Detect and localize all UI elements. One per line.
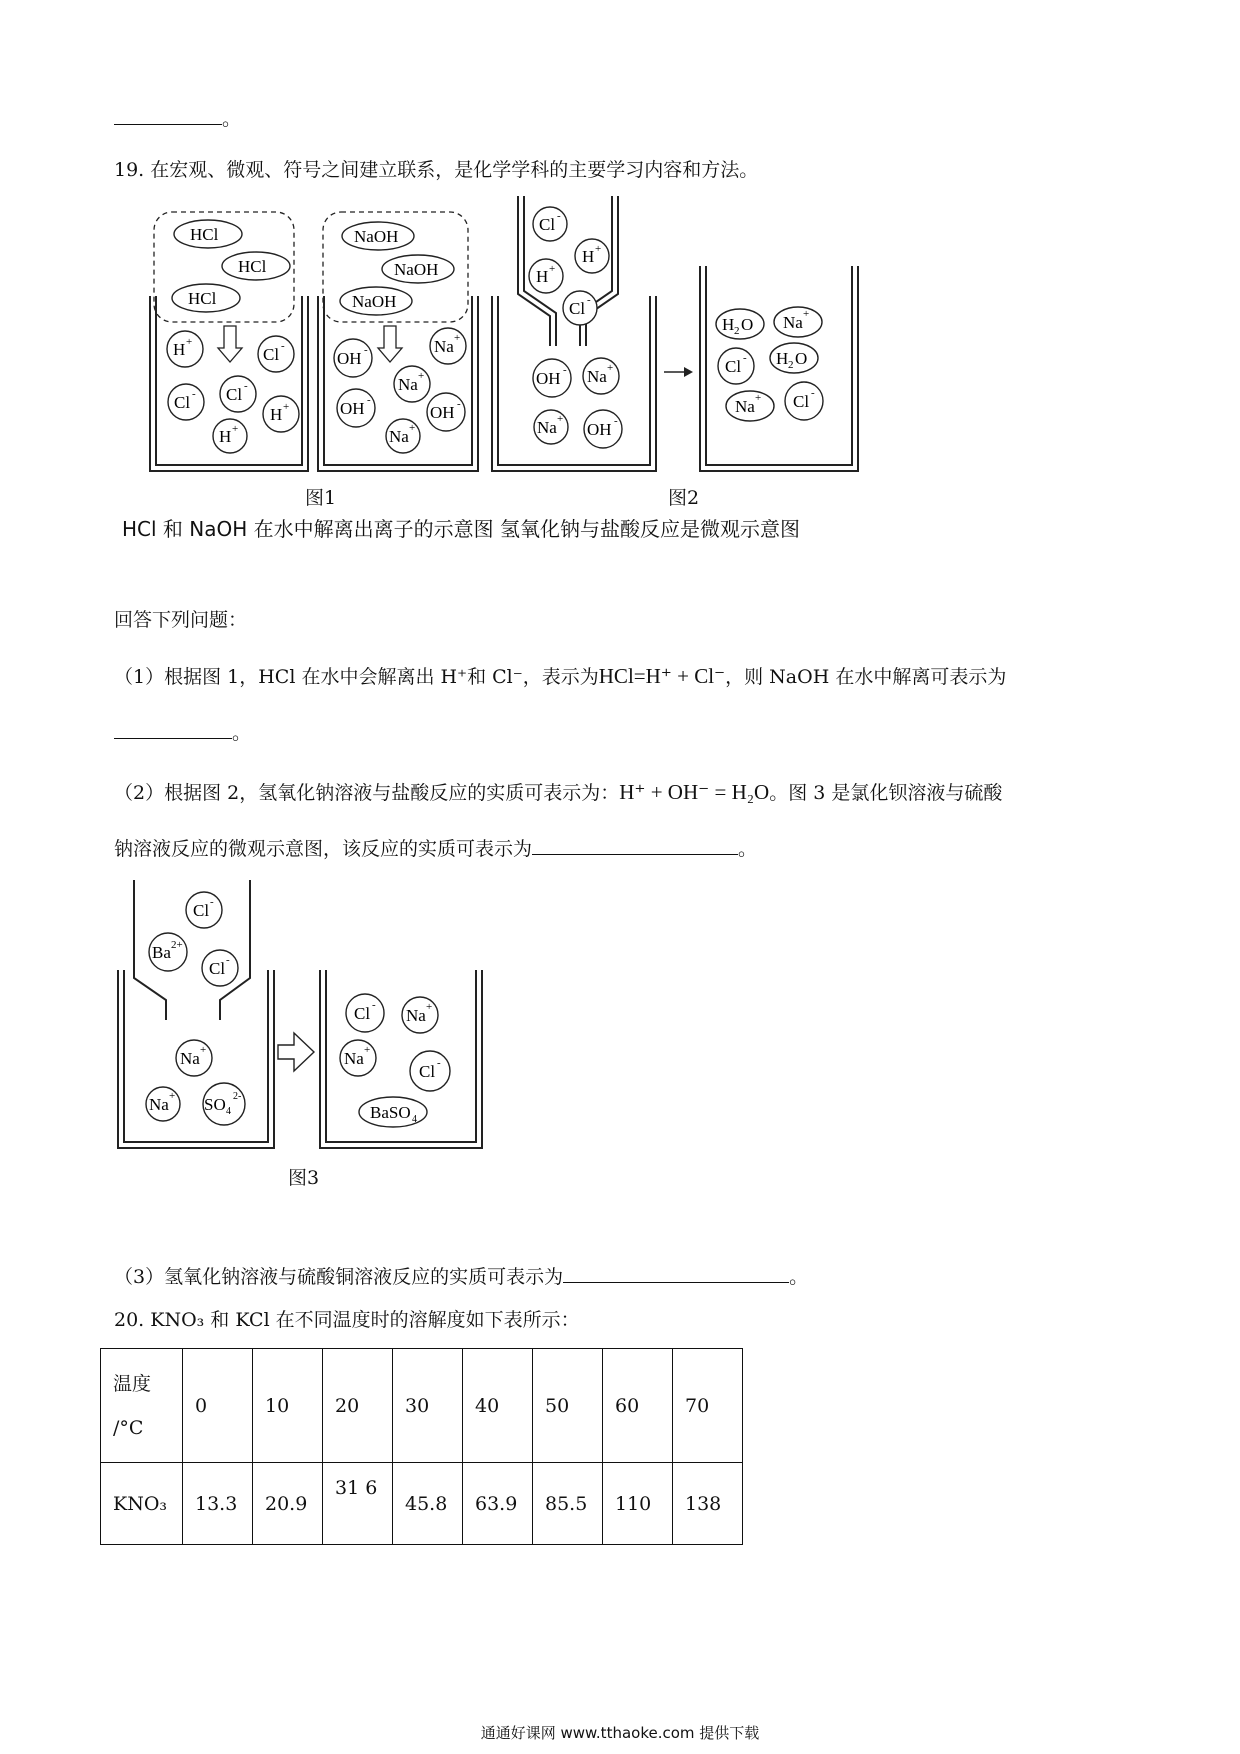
table-cell: 70	[673, 1349, 743, 1463]
answer-blank	[532, 834, 738, 855]
svg-text:OH: OH	[430, 403, 455, 422]
svg-text:+: +	[557, 413, 564, 425]
table-cell: 85.5	[533, 1463, 603, 1545]
svg-text:Cl: Cl	[174, 393, 191, 412]
svg-text:O: O	[741, 315, 754, 334]
svg-text:-: -	[210, 896, 214, 908]
svg-text:-: -	[364, 344, 368, 356]
svg-text:+: +	[418, 370, 425, 382]
svg-text:+: +	[283, 401, 290, 413]
svg-text:H: H	[776, 349, 789, 368]
table-cell: 45.8	[393, 1463, 463, 1545]
table-row-label: KNO₃	[101, 1463, 183, 1545]
svg-text:+: +	[186, 336, 193, 348]
beaker-5	[118, 880, 274, 1148]
figure-1-label: 图1	[305, 487, 337, 509]
formula-neutralization: H⁺ + OH⁻ = H₂O	[619, 780, 770, 804]
svg-text:NaOH: NaOH	[352, 292, 397, 311]
svg-text:+: +	[364, 1044, 371, 1056]
svg-text:BaSO: BaSO	[370, 1103, 411, 1122]
svg-text:H: H	[582, 247, 595, 266]
svg-text:Na: Na	[344, 1049, 364, 1068]
table-cell: 60	[603, 1349, 673, 1463]
svg-text:-: -	[743, 352, 747, 364]
svg-text:Na: Na	[149, 1095, 169, 1114]
table-row-temperature	[101, 1349, 743, 1463]
svg-text:-: -	[587, 294, 591, 306]
svg-text:NaOH: NaOH	[394, 260, 439, 279]
figure-2-label: 图2	[668, 487, 700, 509]
svg-text:4: 4	[412, 1114, 417, 1125]
svg-text:NaOH: NaOH	[354, 227, 399, 246]
svg-text:H: H	[173, 340, 186, 359]
svg-text:2: 2	[788, 359, 794, 371]
beaker-4	[700, 266, 858, 471]
svg-text:Na: Na	[783, 313, 803, 332]
svg-text:Na: Na	[406, 1006, 426, 1025]
svg-text:-: -	[372, 999, 376, 1011]
svg-text:Na: Na	[434, 337, 454, 356]
svg-text:2-: 2-	[233, 1091, 242, 1102]
table-cell: 40	[463, 1349, 533, 1463]
svg-text:+: +	[200, 1044, 207, 1056]
table-cell: 31 6	[323, 1463, 393, 1545]
svg-text:Cl: Cl	[569, 299, 586, 318]
svg-text:+: +	[549, 263, 556, 275]
svg-text:2: 2	[734, 325, 740, 337]
svg-text:Cl: Cl	[725, 357, 742, 376]
svg-text:+: +	[595, 243, 602, 255]
figure-3-label: 图3	[288, 1167, 320, 1189]
question-20-title: 20. KNO₃ 和 KCl 在不同温度时的溶解度如下表所示：	[114, 1309, 580, 1331]
svg-text:HCl: HCl	[238, 257, 267, 276]
svg-text:OH: OH	[340, 399, 365, 418]
table-cell: 138	[673, 1463, 743, 1545]
beaker-1	[150, 212, 308, 471]
svg-text:+: +	[755, 392, 762, 404]
svg-text:SO: SO	[204, 1095, 226, 1114]
question-19-part-3: （3）氢氧化钠溶液与硫酸铜溶液反应的实质可表示为 。	[114, 1262, 808, 1291]
svg-text:O: O	[795, 349, 808, 368]
svg-text:-: -	[244, 380, 248, 392]
svg-text:+: +	[232, 423, 239, 435]
svg-text:HCl: HCl	[190, 225, 219, 244]
solubility-table	[100, 1348, 743, 1545]
table-cell: 0	[183, 1349, 253, 1463]
table-cell: 30	[393, 1349, 463, 1463]
arrow-icon	[664, 367, 693, 377]
svg-text:H: H	[536, 267, 549, 286]
svg-text:Cl: Cl	[209, 959, 226, 978]
svg-text:-: -	[192, 388, 196, 400]
svg-text:4: 4	[226, 1106, 231, 1117]
svg-text:-: -	[281, 340, 285, 352]
svg-text:Cl: Cl	[354, 1004, 371, 1023]
table-cell: 13.3	[183, 1463, 253, 1545]
svg-text:+: +	[607, 362, 614, 374]
svg-text:Na: Na	[389, 427, 409, 446]
question-19-part-1: （1）根据图 1，HCl 在水中会解离出 H⁺和 Cl⁻，表示为HCl=H⁺ + Cl⁻，则 NaOH 在水中解离可表示为	[114, 664, 1007, 688]
beaker-2	[318, 212, 478, 471]
table-cell: 20.9	[253, 1463, 323, 1545]
answer-blank	[114, 718, 232, 739]
svg-text:H: H	[219, 427, 232, 446]
question-19-title: 19. 在宏观、微观、符号之间建立联系，是化学学科的主要学习内容和方法。	[114, 159, 759, 181]
svg-text:Cl: Cl	[539, 215, 556, 234]
svg-text:-: -	[226, 954, 230, 966]
svg-text:H: H	[270, 405, 283, 424]
svg-text:Ba: Ba	[152, 943, 171, 962]
table-cell: 50	[533, 1349, 603, 1463]
table-cell: 110	[603, 1463, 673, 1545]
svg-text:+: +	[803, 308, 810, 320]
svg-text:+: +	[454, 332, 461, 344]
svg-text:Na: Na	[537, 418, 557, 437]
formula-hcl-dissociation: HCl=H⁺ + Cl⁻	[598, 664, 726, 688]
svg-text:-: -	[367, 394, 371, 406]
beaker-3	[492, 196, 656, 471]
svg-text:+: +	[409, 422, 416, 434]
answer-line-part-1: 。	[114, 718, 251, 747]
table-header-label: 温度 /°C	[101, 1349, 183, 1463]
svg-text:Cl: Cl	[226, 385, 243, 404]
svg-text:Cl: Cl	[793, 392, 810, 411]
question-19-part-2: （2）根据图 2，氢氧化钠溶液与盐酸反应的实质可表示为：H⁺ + OH⁻ = H₂O。图 3 是氯化钡溶液与硫酸	[114, 780, 1003, 804]
svg-text:HCl: HCl	[188, 289, 217, 308]
svg-text:OH: OH	[587, 420, 612, 439]
svg-text:Na: Na	[735, 397, 755, 416]
table-row-kno3	[101, 1463, 743, 1545]
question-19-part-2-cont: 钠溶液反应的微观示意图，该反应的实质可表示为 。	[114, 834, 757, 863]
svg-text:Na: Na	[587, 367, 607, 386]
svg-text:+: +	[169, 1090, 176, 1102]
svg-text:-: -	[811, 387, 815, 399]
beaker-6	[320, 970, 482, 1148]
figure-3	[116, 880, 496, 1125]
table-cell: 10	[253, 1349, 323, 1463]
arrow-icon	[278, 1033, 314, 1071]
figure-caption: HCl 和 NaOH 在水中解离出离子的示意图 氢氧化钠与盐酸反应是微观示意图	[122, 517, 800, 541]
svg-text:Na: Na	[398, 375, 418, 394]
table-cell: 20	[323, 1349, 393, 1463]
svg-text:Cl: Cl	[263, 345, 280, 364]
previous-answer-line: 。	[114, 104, 241, 133]
svg-text:H: H	[722, 315, 735, 334]
svg-text:Cl: Cl	[419, 1062, 436, 1081]
svg-text:-: -	[563, 364, 567, 376]
svg-text:Cl: Cl	[193, 901, 210, 920]
answer-blank	[563, 1262, 789, 1283]
svg-text:+: +	[426, 1001, 433, 1013]
page-footer: 通通好课网 www.tthaoke.com 提供下载	[480, 1724, 760, 1742]
svg-text:OH: OH	[536, 369, 561, 388]
answer-intro: 回答下列问题：	[114, 609, 248, 631]
svg-text:Na: Na	[180, 1049, 200, 1068]
svg-text:-: -	[557, 210, 561, 222]
svg-text:-: -	[437, 1057, 441, 1069]
svg-text:-: -	[614, 415, 618, 427]
answer-blank	[114, 104, 222, 125]
figure-1-2	[118, 196, 868, 541]
svg-text:-: -	[457, 398, 461, 410]
table-cell: 63.9	[463, 1463, 533, 1545]
svg-text:OH: OH	[337, 349, 362, 368]
svg-text:2+: 2+	[171, 939, 183, 951]
